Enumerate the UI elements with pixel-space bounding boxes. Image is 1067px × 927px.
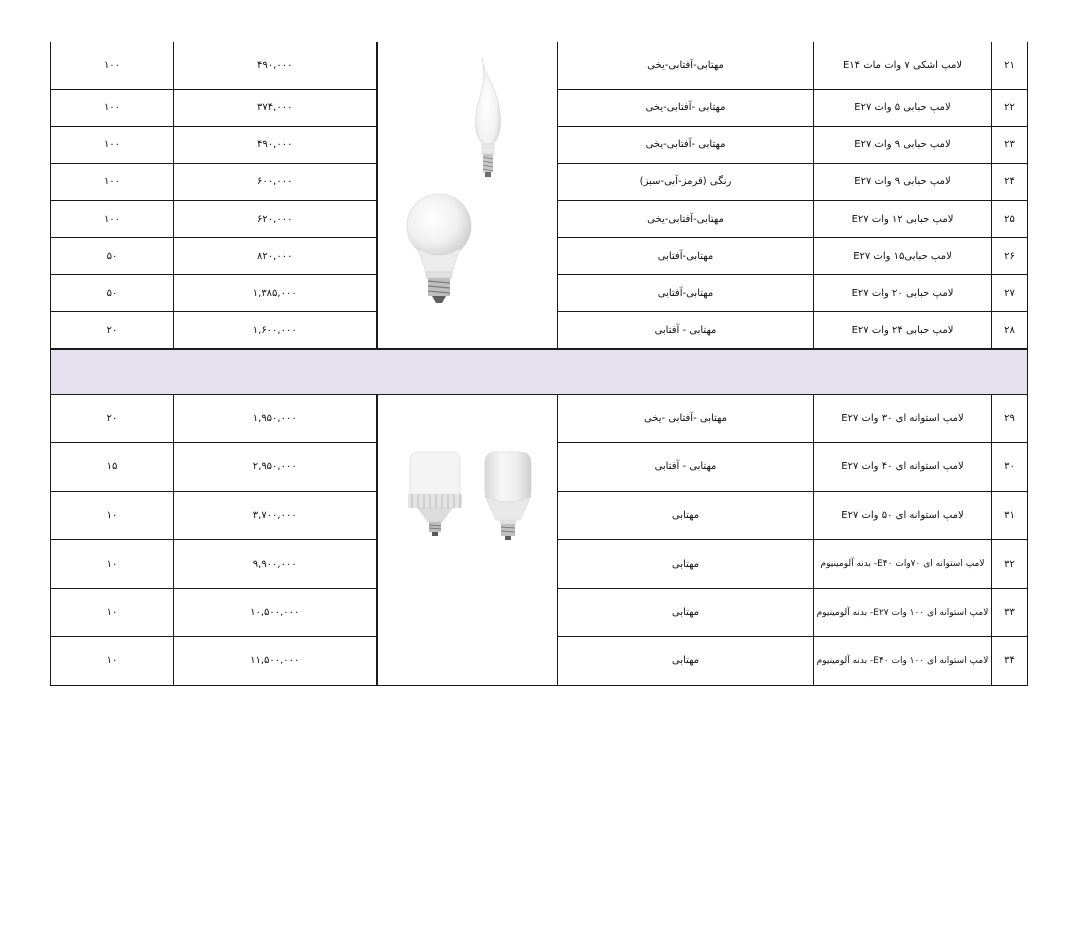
- row-number-cell: ۳۰: [992, 442, 1028, 491]
- row-number-cell: ۳۴: [992, 637, 1028, 685]
- quantity-cell: ۵۰: [51, 238, 174, 275]
- quantity-cell: ۱۰: [51, 491, 174, 539]
- product-name-cell: لامپ اشکی ۷ وات مات E۱۴: [814, 42, 992, 89]
- color-cell: مهتابی-آفتابی: [558, 238, 814, 275]
- row-number-cell: ۲۷: [992, 275, 1028, 312]
- row-number-cell: ۲۵: [992, 200, 1028, 237]
- color-cell: مهتابی -آفتابی-یخی: [558, 126, 814, 163]
- price-cell: ۴۹۰,۰۰۰: [174, 126, 377, 163]
- price-cell: ۱,۳۸۵,۰۰۰: [174, 275, 377, 312]
- row-number-cell: ۲۴: [992, 163, 1028, 200]
- color-cell: مهتابی-آفتابی: [558, 275, 814, 312]
- quantity-cell: ۱۰۰: [51, 200, 174, 237]
- product-name-cell: لامپ حبابی۱۵ وات E۲۷: [814, 238, 992, 275]
- product-image-cell: [377, 394, 558, 685]
- quantity-cell: ۵۰: [51, 275, 174, 312]
- row-number-cell: ۲۹: [992, 394, 1028, 442]
- product-name-cell: لامپ حبابی ۲۰ وات E۲۷: [814, 275, 992, 312]
- product-name-cell: لامپ استوانه ای ۳۰ وات E۲۷: [814, 394, 992, 442]
- price-cell: ۶۲۰,۰۰۰: [174, 200, 377, 237]
- row-number-cell: ۲۲: [992, 89, 1028, 126]
- row-number-cell: ۲۸: [992, 312, 1028, 349]
- product-name-cell: لامپ استوانه ای ۴۰ وات E۲۷: [814, 442, 992, 491]
- price-cell: ۴۹۰,۰۰۰: [174, 42, 377, 89]
- price-cell: ۲,۹۵۰,۰۰۰: [174, 442, 377, 491]
- product-name-cell: لامپ حبابی ۲۴ وات E۲۷: [814, 312, 992, 349]
- row-number-cell: ۲۶: [992, 238, 1028, 275]
- row-number-cell: ۳۳: [992, 589, 1028, 637]
- product-name-cell: لامپ حبابی ۵ وات E۲۷: [814, 89, 992, 126]
- product-name-cell: لامپ استوانه ای ۵۰ وات E۲۷: [814, 491, 992, 539]
- quantity-cell: ۱۰: [51, 637, 174, 685]
- candle-bulb-icon: [468, 56, 508, 181]
- quantity-cell: ۲۰: [51, 394, 174, 442]
- quantity-cell: ۱۰۰: [51, 126, 174, 163]
- quantity-cell: ۱۰۰: [51, 42, 174, 89]
- quantity-cell: ۱۰: [51, 589, 174, 637]
- color-cell: مهتابی: [558, 491, 814, 539]
- color-cell: مهتابی: [558, 637, 814, 685]
- product-name-cell: لامپ حبابی ۹ وات E۲۷: [814, 126, 992, 163]
- product-name-cell: لامپ استوانه ای ۱۰۰ وات E۲۷- بدنه آلومینیوم: [814, 589, 992, 637]
- price-cell: ۱,۹۵۰,۰۰۰: [174, 394, 377, 442]
- color-cell: مهتابی - آفتابی: [558, 442, 814, 491]
- table-row: [51, 394, 1028, 442]
- quantity-cell: ۱۰۰: [51, 89, 174, 126]
- price-cell: ۹,۹۰۰,۰۰۰: [174, 539, 377, 588]
- globe-bulb-icon: [404, 192, 474, 307]
- quantity-cell: ۱۰: [51, 539, 174, 588]
- quantity-cell: ۲۰: [51, 312, 174, 349]
- table-row: [51, 42, 1028, 89]
- color-cell: مهتابی - آفتابی: [558, 312, 814, 349]
- row-number-cell: ۲۱: [992, 42, 1028, 89]
- color-cell: مهتابی-آفتابی-یخی: [558, 42, 814, 89]
- price-cell: ۸۲۰,۰۰۰: [174, 238, 377, 275]
- color-cell: مهتابی-آفتابی-یخی: [558, 200, 814, 237]
- price-cell: ۱۰,۵۰۰,۰۰۰: [174, 589, 377, 637]
- product-name-cell: لامپ حبابی ۱۲ وات E۲۷: [814, 200, 992, 237]
- color-cell: رنگی (قرمز-آبی-سبز): [558, 163, 814, 200]
- quantity-cell: ۱۰۰: [51, 163, 174, 200]
- color-cell: مهتابی: [558, 539, 814, 588]
- color-cell: مهتابی: [558, 589, 814, 637]
- row-number-cell: ۳۲: [992, 539, 1028, 588]
- row-number-cell: ۲۳: [992, 126, 1028, 163]
- row-number-cell: ۳۱: [992, 491, 1028, 539]
- quantity-cell: ۱۵: [51, 442, 174, 491]
- price-cell: ۱۱,۵۰۰,۰۰۰: [174, 637, 377, 685]
- cylinder-bulb-icon: [482, 450, 534, 542]
- separator-band: [51, 349, 1028, 394]
- product-image-cell: [377, 42, 558, 349]
- price-cell: ۳,۷۰۰,۰۰۰: [174, 491, 377, 539]
- price-table: [50, 42, 1028, 686]
- price-cell: ۳۷۴,۰۰۰: [174, 89, 377, 126]
- price-cell: ۱,۶۰۰,۰۰۰: [174, 312, 377, 349]
- product-name-cell: لامپ حبابی ۹ وات E۲۷: [814, 163, 992, 200]
- section-separator: [51, 349, 1028, 394]
- color-cell: مهتابی -آفتابی -یخی: [558, 394, 814, 442]
- product-image-group: [378, 395, 558, 685]
- product-image-group: [378, 42, 558, 348]
- price-list-sheet: [50, 42, 1028, 686]
- color-cell: مهتابی -آفتابی-یخی: [558, 89, 814, 126]
- product-name-cell: لامپ استوانه ای ۷۰وات E۴۰- بدنه آلومینیوم: [814, 539, 992, 588]
- finned-cylinder-bulb-icon: [404, 450, 466, 538]
- price-cell: ۶۰۰,۰۰۰: [174, 163, 377, 200]
- product-name-cell: لامپ استوانه ای ۱۰۰ وات E۴۰- بدنه آلومینیوم: [814, 637, 992, 685]
